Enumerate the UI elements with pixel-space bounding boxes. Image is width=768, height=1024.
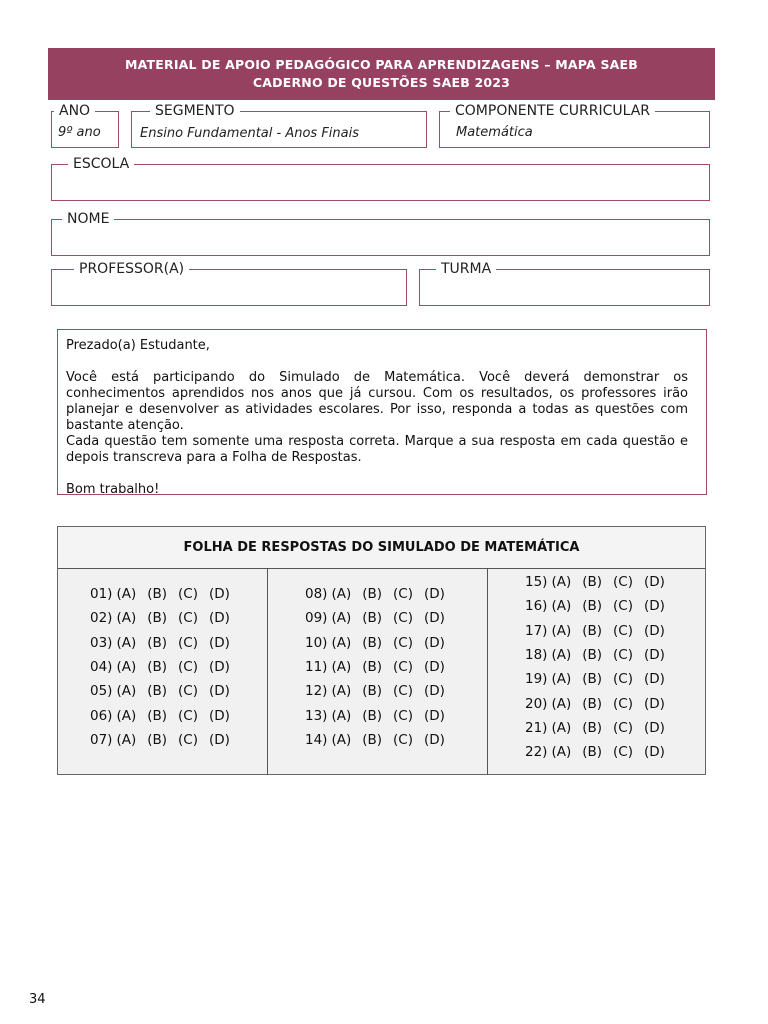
answer-option[interactable]: (D) (644, 622, 665, 639)
question-number: 13) (305, 707, 328, 724)
answer-option[interactable]: (A) (551, 744, 572, 761)
answer-option[interactable]: (C) (613, 744, 633, 761)
answer-option[interactable]: (D) (424, 731, 445, 748)
answer-option[interactable]: (C) (178, 658, 198, 675)
ano-field[interactable] (51, 103, 119, 148)
answer-option[interactable]: (B) (582, 671, 603, 688)
answer-option[interactable]: (C) (613, 622, 633, 639)
answer-option[interactable]: (D) (644, 671, 665, 688)
question-number: 06) (90, 707, 113, 724)
componente-label: COMPONENTE CURRICULAR (450, 103, 655, 119)
nome-label: NOME (62, 211, 114, 227)
header-subtitle: CADERNO DE QUESTÕES SAEB 2023 (252, 75, 511, 90)
answer-option[interactable]: (A) (116, 707, 137, 724)
header-title: MATERIAL DE APOIO PEDAGÓGICO PARA APRENDIZAGENS – MAPA SAEB (124, 57, 638, 72)
answer-option[interactable]: (C) (178, 683, 198, 700)
question-number: 04) (90, 658, 113, 675)
answer-option[interactable]: (B) (362, 586, 383, 602)
answer-row (90, 586, 230, 602)
answer-row (90, 635, 230, 651)
answer-option[interactable]: (A) (551, 598, 572, 615)
segmento-label: SEGMENTO (150, 103, 240, 119)
answer-option[interactable]: (C) (613, 598, 633, 615)
answer-row (305, 708, 445, 724)
answer-row (525, 647, 665, 663)
answer-option[interactable]: (C) (393, 634, 413, 651)
answer-option[interactable]: (A) (331, 586, 352, 602)
question-number: 07) (90, 731, 113, 748)
answer-option[interactable]: (B) (362, 658, 383, 675)
question-number: 02) (90, 610, 113, 627)
turma-label: TURMA (436, 261, 496, 277)
answer-option[interactable]: (C) (178, 610, 198, 627)
answer-column-3 (488, 569, 706, 775)
answer-option[interactable]: (B) (362, 707, 383, 724)
answer-option[interactable]: (C) (178, 731, 198, 748)
segmento-field[interactable] (131, 103, 427, 148)
letter-paragraph-2: Cada questão tem somente uma resposta correta. Marque a sua resposta em cada questão e depois transcreva para a Folha de Respostas. (66, 434, 688, 465)
answer-option[interactable]: (D) (209, 683, 230, 700)
professor-label: PROFESSOR(A) (74, 261, 189, 277)
letter-greeting: Prezado(a) Estudante, (66, 338, 210, 353)
answer-row (305, 683, 445, 699)
answer-row (305, 732, 445, 748)
question-number: 21) (525, 719, 548, 736)
answer-option[interactable]: (A) (116, 634, 137, 651)
answer-option[interactable]: (B) (147, 683, 168, 700)
answer-option[interactable]: (C) (178, 586, 198, 602)
answer-option[interactable]: (D) (209, 707, 230, 724)
answer-option[interactable]: (C) (393, 707, 413, 724)
answer-option[interactable]: (B) (582, 695, 603, 712)
componente-field[interactable] (439, 103, 710, 148)
answer-option[interactable]: (A) (551, 671, 572, 688)
question-number: 20) (525, 695, 548, 712)
answer-option[interactable]: (C) (393, 586, 413, 602)
ano-label: ANO (54, 103, 95, 119)
answer-row (90, 732, 230, 748)
question-number: 15) (525, 574, 548, 590)
answer-option[interactable]: (B) (582, 598, 603, 615)
answer-option[interactable]: (B) (582, 646, 603, 663)
answer-option[interactable]: (D) (424, 634, 445, 651)
page-number: 34 (29, 992, 46, 1007)
question-number: 18) (525, 646, 548, 663)
answer-option[interactable]: (B) (362, 731, 383, 748)
answer-option[interactable]: (C) (178, 707, 198, 724)
answer-option[interactable]: (C) (613, 574, 633, 590)
answer-row (525, 574, 665, 590)
answer-option[interactable]: (A) (551, 574, 572, 590)
answer-option[interactable]: (D) (424, 586, 445, 602)
answer-option[interactable]: (D) (209, 634, 230, 651)
answer-option[interactable]: (C) (178, 634, 198, 651)
answer-option[interactable]: (A) (551, 695, 572, 712)
question-number: 08) (305, 586, 328, 602)
answer-option[interactable]: (B) (362, 683, 383, 700)
answer-option[interactable]: (D) (424, 658, 445, 675)
answer-column-1 (58, 569, 268, 775)
question-number: 03) (90, 634, 113, 651)
answer-option[interactable]: (B) (582, 744, 603, 761)
answer-row (525, 744, 665, 760)
answer-option[interactable]: (A) (331, 610, 352, 627)
componente-value: Matemática (456, 125, 533, 140)
answer-option[interactable]: (D) (644, 744, 665, 761)
answer-option[interactable]: (D) (424, 610, 445, 627)
answer-row (90, 659, 230, 675)
question-number: 19) (525, 671, 548, 688)
answer-option[interactable]: (A) (116, 683, 137, 700)
answer-option[interactable]: (B) (147, 586, 168, 602)
segmento-value: Ensino Fundamental - Anos Finais (140, 126, 360, 141)
professor-field[interactable] (51, 261, 407, 306)
question-number: 11) (305, 658, 328, 675)
answer-row (305, 586, 445, 602)
answer-row (525, 696, 665, 712)
question-number: 17) (525, 622, 548, 639)
question-number: 09) (305, 610, 328, 627)
answer-row (525, 720, 665, 736)
answer-option[interactable]: (D) (644, 598, 665, 615)
answer-option[interactable]: (B) (147, 707, 168, 724)
answer-row (525, 671, 665, 687)
answer-sheet-title: FOLHA DE RESPOSTAS DO SIMULADO DE MATEMÁTICA (58, 527, 705, 569)
answer-option[interactable]: (D) (209, 731, 230, 748)
answer-option[interactable]: (A) (331, 634, 352, 651)
answer-option[interactable]: (A) (551, 646, 572, 663)
answer-option[interactable]: (C) (613, 719, 633, 736)
question-number: 16) (525, 598, 548, 615)
turma-field[interactable] (419, 261, 710, 306)
answer-option[interactable]: (C) (393, 731, 413, 748)
answer-option[interactable]: (C) (393, 610, 413, 627)
answer-column-2 (268, 569, 488, 775)
ano-value: 9º ano (58, 125, 101, 140)
answer-option[interactable]: (A) (331, 731, 352, 748)
answer-row (90, 610, 230, 626)
answer-option[interactable]: (A) (331, 683, 352, 700)
answer-option[interactable]: (D) (209, 658, 230, 675)
answer-option[interactable]: (D) (644, 646, 665, 663)
answer-option[interactable]: (D) (424, 707, 445, 724)
answer-option[interactable]: (C) (393, 658, 413, 675)
answer-row (525, 598, 665, 614)
answer-row (90, 683, 230, 699)
answer-option[interactable]: (B) (362, 610, 383, 627)
student-letter (57, 329, 707, 495)
answer-option[interactable]: (B) (362, 634, 383, 651)
answer-row (525, 623, 665, 639)
question-number: 12) (305, 683, 328, 700)
answer-row (305, 659, 445, 675)
answer-option[interactable]: (C) (613, 695, 633, 712)
answer-option[interactable]: (C) (393, 683, 413, 700)
answer-option[interactable]: (B) (582, 719, 603, 736)
answer-option[interactable]: (A) (551, 622, 572, 639)
answer-option[interactable]: (A) (116, 586, 137, 602)
answer-option[interactable]: (D) (209, 610, 230, 627)
answer-option[interactable]: (D) (209, 586, 230, 602)
answer-option[interactable]: (B) (582, 574, 603, 590)
answer-sheet (57, 526, 706, 775)
answer-option[interactable]: (D) (644, 574, 665, 590)
header-banner (48, 48, 715, 100)
answer-row (90, 708, 230, 724)
question-number: 10) (305, 634, 328, 651)
answer-option[interactable]: (C) (613, 646, 633, 663)
answer-option[interactable]: (A) (116, 731, 137, 748)
question-number: 01) (90, 586, 113, 602)
answer-option[interactable]: (D) (644, 695, 665, 712)
answer-option[interactable]: (A) (551, 719, 572, 736)
letter-paragraph-1: Você está participando do Simulado de Matemática. Você deverá demonstrar os conhecimentos aprendidos nos anos que já cursou. Com os resultados, os professores irão planejar e desenvolver as atividades escolares. Por isso, responda a todas as questões com bastante atenção. (66, 370, 688, 433)
answer-option[interactable]: (B) (147, 658, 168, 675)
escola-label: ESCOLA (68, 156, 134, 172)
answer-row (305, 635, 445, 651)
answer-option[interactable]: (B) (582, 622, 603, 639)
answer-option[interactable]: (B) (147, 634, 168, 651)
question-number: 14) (305, 731, 328, 748)
question-number: 22) (525, 744, 548, 761)
answer-option[interactable]: (B) (147, 731, 168, 748)
question-number: 05) (90, 683, 113, 700)
answer-option[interactable]: (D) (644, 719, 665, 736)
answer-option[interactable]: (C) (613, 671, 633, 688)
answer-option[interactable]: (D) (424, 683, 445, 700)
answer-option[interactable]: (A) (331, 658, 352, 675)
nome-field[interactable] (51, 211, 710, 256)
answer-row (305, 610, 445, 626)
answer-option[interactable]: (A) (116, 610, 137, 627)
answer-option[interactable]: (A) (116, 658, 137, 675)
escola-field[interactable] (51, 156, 710, 201)
answer-option[interactable]: (A) (331, 707, 352, 724)
answer-option[interactable]: (B) (147, 610, 168, 627)
letter-closing: Bom trabalho! (66, 482, 160, 497)
